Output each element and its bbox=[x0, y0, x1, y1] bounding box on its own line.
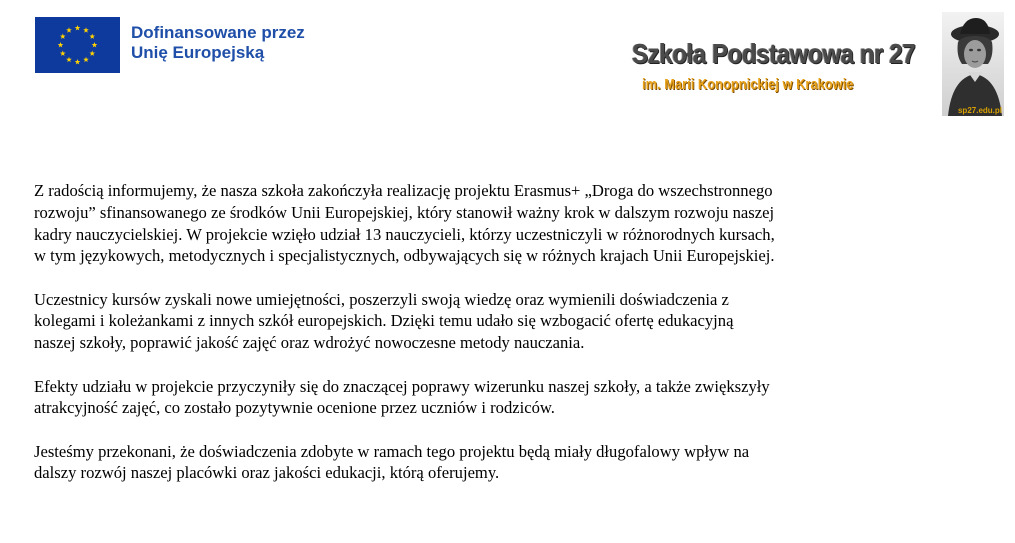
paragraph-line: kolegami i koleżankami z innych szkół europejskich. Dzięki temu udało się wzbogacić ofertę edukacyjną bbox=[34, 311, 734, 331]
paragraph-line: rozwoju” sfinansowanego ze środków Unii Europejskiej, który stanowił ważny krok w dalszym rozwoju naszej bbox=[34, 202, 775, 222]
paragraph-line: w tym językowych, metodycznych i specjalistycznych, odbywających się w różnych krajach Unii Europejskiej. bbox=[34, 246, 775, 266]
paragraph-2 bbox=[34, 289, 1004, 354]
article-body bbox=[34, 180, 1004, 506]
eu-flag-icon bbox=[35, 17, 120, 73]
eu-star-icon bbox=[75, 59, 81, 64]
eu-star-icon bbox=[58, 42, 64, 47]
eu-star-icon bbox=[83, 57, 89, 62]
paragraph-line: naszej szkoły, poprawić jakość zajęć oraz wdrożyć nowoczesne metody nauczania. bbox=[34, 333, 585, 353]
eu-star-icon bbox=[75, 25, 81, 30]
paragraph-line: dalszy rozwój naszej placówki oraz jakości edukacji, którą oferujemy. bbox=[34, 463, 500, 483]
paragraph-line: atrakcyjność zajęć, co zostało pozytywnie ocenione przez uczniów i rodziców. bbox=[34, 398, 555, 418]
school-subtitle: im. Marii Konopnickiej w Krakowie bbox=[642, 76, 854, 93]
eu-star-icon bbox=[89, 34, 95, 39]
paragraph-line: Efekty udziału w projekcie przyczyniły się do znaczącej poprawy wizerunku naszej szkoły, a także zwiększyły bbox=[34, 376, 770, 396]
portrait-watermark: sp27.edu.pl bbox=[957, 106, 1002, 115]
eu-star-icon bbox=[60, 34, 66, 39]
eu-star-icon bbox=[66, 27, 72, 32]
paragraph-line: Jesteśmy przekonani, że doświadczenia zdobyte w ramach tego projektu będą miały długofalowy wpływ na bbox=[34, 441, 750, 461]
eu-star-icon bbox=[60, 51, 66, 56]
school-logo bbox=[632, 12, 1004, 116]
paragraph-1 bbox=[34, 180, 1004, 267]
paragraph-line: Uczestnicy kursów zyskali nowe umiejętności, poszerzyli swoją wiedzę oraz wymienili doświadczenia z bbox=[34, 289, 729, 309]
paragraph-line: kadry nauczycielskiej. W projekcie wzięło udział 13 nauczycieli, którzy uczestniczyli w różnorodnych kursach, bbox=[34, 224, 775, 244]
paragraph-line: Z radością informujemy, że nasza szkoła zakończyła realizację projektu Erasmus+ „Droga do wszechstronnego bbox=[34, 181, 773, 200]
paragraph-3 bbox=[34, 376, 1004, 420]
eu-cofunding-line1: Dofinansowane przez bbox=[131, 23, 305, 42]
eu-cofunding-text bbox=[131, 23, 305, 63]
school-name: Szkoła Podstawowa nr 27 bbox=[632, 38, 916, 69]
eu-cofunding-logo bbox=[35, 17, 305, 73]
eu-cofunding-line2: Unię Europejską bbox=[131, 43, 265, 62]
eu-star-icon bbox=[83, 27, 89, 32]
eu-star-icon bbox=[89, 51, 95, 56]
patron-portrait-image bbox=[942, 12, 1004, 116]
eu-star-icon bbox=[92, 42, 98, 47]
eu-star-icon bbox=[66, 57, 72, 62]
paragraph-4 bbox=[34, 441, 1004, 485]
